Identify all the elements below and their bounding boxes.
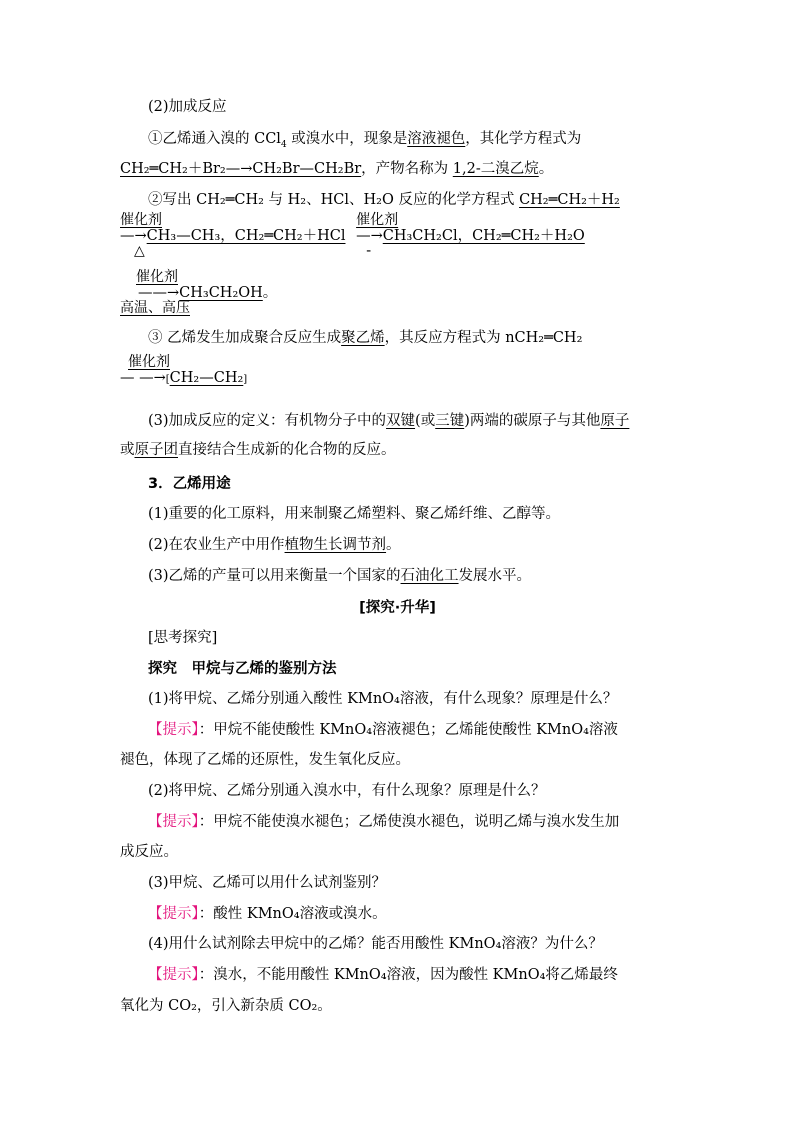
answer-equation: CH₂—CH₂: [169, 370, 244, 386]
answer-equation: CH₃—CH₃，CH₂═CH₂＋HCl: [146, 228, 346, 244]
arrow-icon: ——→: [138, 285, 180, 301]
paragraph-bromine: ①乙烯通入溴的 CCl$_4$ 或溴水中，现象是溶液褪色，其化学方程式为: [148, 131, 582, 150]
hint-label: 【提示】: [148, 906, 199, 922]
use-item-2: (2)在农业生产中用作植物生长调节剂。: [148, 537, 401, 553]
equation-polymerization: [120, 354, 248, 390]
bracket-icon: ]: [243, 374, 248, 385]
reaction-arrow: 催化剂 △ —→: [120, 212, 162, 259]
use-item-3: (3)乙烯的产量可以用来衡量一个国家的石油化工发展水平。: [148, 568, 532, 584]
reaction-arrow: 催化剂 高温、高压 ——→: [120, 269, 190, 316]
hint-label: 【提示】: [148, 967, 199, 983]
answer-4-cont: 氧化为 CO₂，引入新杂质 CO₂。: [120, 998, 332, 1014]
question-4: (4)用什么试剂除去甲烷中的乙烯？能否用酸性 KMnO₄溶液？为什么？: [148, 936, 603, 952]
hint-label: 【提示】: [148, 722, 199, 738]
section-title-addition: (2)加成反应: [148, 99, 227, 115]
answer-1: 【提示】：甲烷不能使酸性 KMnO₄溶液褪色；乙烯能使酸性 KMnO₄溶液: [148, 722, 618, 738]
answer-4: 【提示】：溴水，不能用酸性 KMnO₄溶液，因为酸性 KMnO₄将乙烯最终: [148, 967, 618, 983]
equation-line-catalyst: [120, 212, 585, 259]
heading-think: [思考探究]: [148, 630, 218, 646]
question-3: (3)甲烷、乙烯可以用什么试剂鉴别？: [148, 875, 387, 891]
answer-3: 【提示】：酸性 KMnO₄溶液或溴水。: [148, 906, 387, 922]
equation-line-hydration: 催化剂 高温、高压 ——→CH₃CH₂OH。: [120, 269, 278, 316]
paragraph-definition: (3)加成反应的定义：有机物分子中的双键(或三键)两端的碳原子与其他原子: [148, 413, 630, 429]
paragraph-h2-hcl-h2o: ②写出 CH₂═CH₂ 与 H₂、HCl、H₂O 反应的化学方程式 CH₂═CH₂＋H₂: [148, 192, 620, 208]
hint-label: 【提示】: [148, 814, 199, 830]
reaction-arrow: 催化剂 — —→: [120, 354, 170, 386]
use-item-1: (1)重要的化工原料，用来制聚乙烯塑料、聚乙烯纤维、乙醇等。: [148, 506, 561, 522]
answer-product-name: 1,2-二溴乙烷: [452, 161, 539, 177]
reaction-arrow: 催化剂 - —→: [356, 212, 399, 259]
question-1: (1)将甲烷、乙烯分别通入酸性 KMnO₄溶液，有什么现象？原理是什么？: [148, 691, 618, 707]
answer-2: 【提示】：甲烷不能使溴水褪色；乙烯使溴水褪色，说明乙烯与溴水发生加: [148, 814, 620, 830]
arrow-icon: —→: [356, 228, 383, 244]
equation-bromine: CH₂═CH₂＋Br₂—→CH₂Br—CH₂Br，产物名称为 1,2-二溴乙烷。: [120, 161, 554, 177]
answer-equation: CH₂═CH₂＋Br₂—→CH₂Br—CH₂Br: [120, 161, 362, 177]
answer-equation: CH₃CH₂OH: [179, 285, 263, 301]
paragraph-polymerization: ③ 乙烯发生加成聚合反应生成聚乙烯，其反应方程式为 nCH₂═CH₂: [148, 330, 583, 346]
arrow-icon: —→: [120, 228, 147, 244]
section-explore-upgrade: [探究·升华]: [359, 600, 436, 616]
heading-explore: 探究 甲烷与乙烯的鉴别方法: [148, 661, 337, 677]
answer-blank: 聚乙烯: [341, 330, 385, 346]
bracket-icon: [: [165, 374, 170, 385]
answer-1-cont: 褪色，体现了乙烯的还原性，发生氧化反应。: [120, 752, 410, 768]
heading-uses: 3．乙烯用途: [148, 476, 231, 492]
answer-2-cont: 成反应。: [120, 844, 178, 860]
answer-equation: CH₂═CH₂＋H₂: [519, 192, 620, 208]
question-2: (2)将甲烷、乙烯分别通入溴水中，有什么现象？原理是什么？: [148, 783, 546, 799]
answer-equation: CH₃CH₂Cl，CH₂═CH₂＋H₂O: [382, 228, 585, 244]
answer-blank: 溶液褪色: [407, 131, 466, 147]
arrow-icon: — —→: [120, 370, 166, 386]
paragraph-definition-cont: 或原子团直接结合生成新的化合物的反应。: [120, 442, 396, 458]
